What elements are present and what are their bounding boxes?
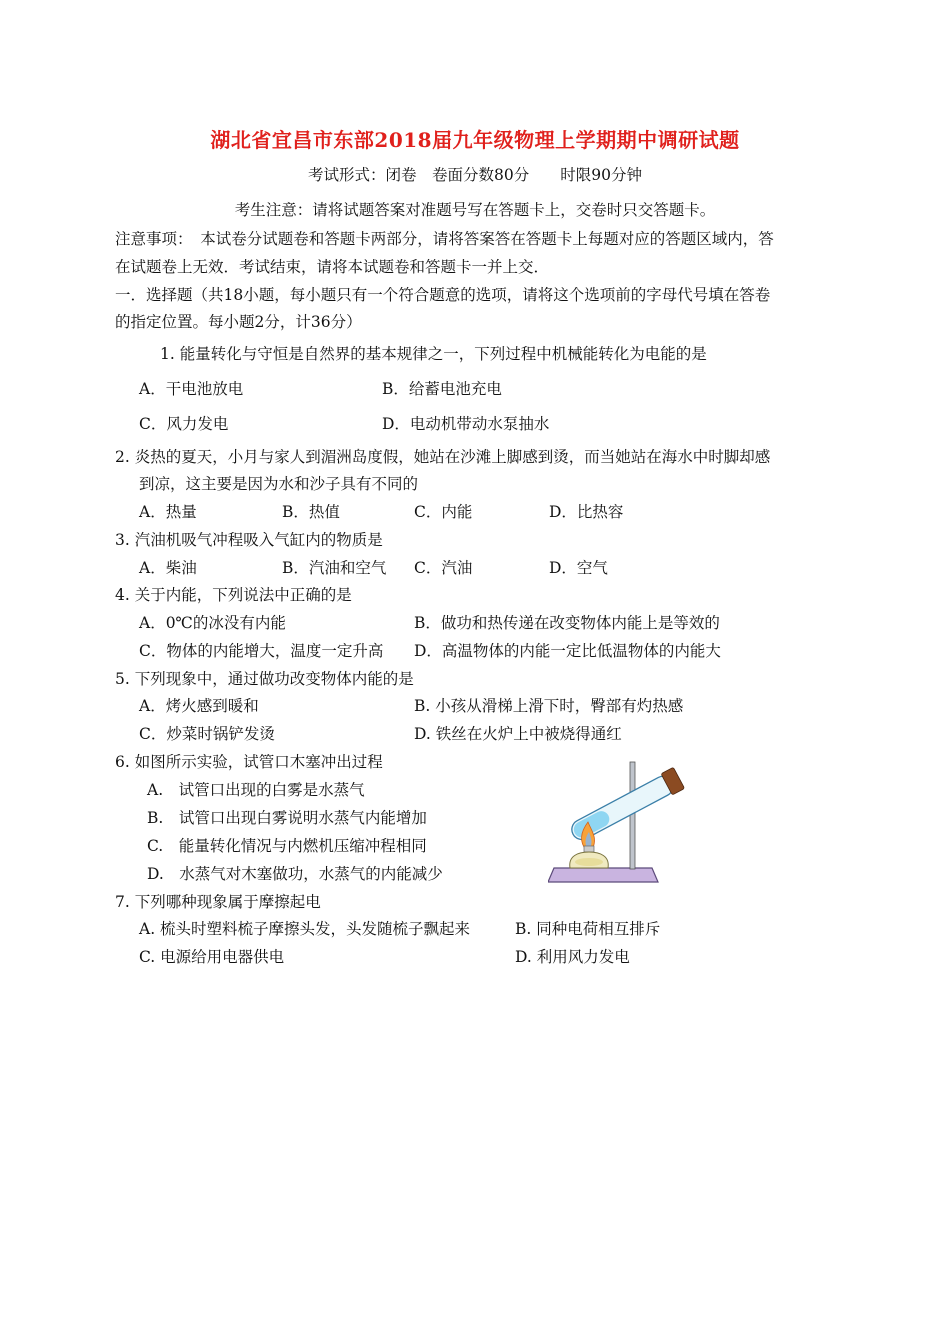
question-2-option-c: C．内能 [414, 503, 473, 521]
question-2-option-d: D．比热容 [549, 503, 624, 521]
question-7-option-d: D. 利用风力发电 [515, 948, 630, 966]
exam-info: 考试形式：闭卷 卷面分数80分 时限90分钟 [308, 166, 642, 184]
lamp-wick [584, 846, 594, 852]
question-3-option-d: D．空气 [549, 559, 608, 577]
question-3-option-b: B．汽油和空气 [282, 559, 387, 577]
question-4-option-c: C．物体的内能增大，温度一定升高 [139, 642, 384, 660]
question-5-option-a: A．烤火感到暖和 [139, 697, 259, 715]
question-4-stem: 4. 关于内能，下列说法中正确的是 [115, 586, 352, 604]
question-2-option-a: A．热量 [139, 503, 197, 521]
question-2-option-b: B．热值 [282, 503, 340, 521]
question-7-option-b: B. 同种电荷相互排斥 [515, 920, 661, 938]
question-1-option-b: B．给蓄电池充电 [382, 380, 502, 398]
question-5-option-b: B. 小孩从滑梯上滑下时，臀部有灼热感 [414, 697, 684, 715]
question-1-option-a: A．干电池放电 [139, 380, 244, 398]
question-5-stem: 5. 下列现象中，通过做功改变物体内能的是 [115, 670, 414, 688]
candidate-notice: 考生注意：请将试题答案对准题号写在答题卡上，交卷时只交答题卡。 [234, 201, 716, 219]
section-1-heading: 一．选择题（共18小题，每小题只有一个符合题意的选项，请将这个选项前的字母代号填在答卷 [115, 286, 771, 304]
question-1-option-d: D．电动机带动水泵抽水 [382, 415, 550, 433]
question-6-option-b: B. 试管口出现白雾说明水蒸气内能增加 [147, 809, 427, 827]
question-3-option-c: C．汽油 [414, 559, 473, 577]
notes-line-1: 注意事项： 本试卷分试题卷和答题卡两部分，请将答案答在答题卡上每题对应的答题区域内，答 [115, 230, 774, 248]
question-3-stem: 3. 汽油机吸气冲程吸入气缸内的物质是 [115, 531, 383, 549]
question-1-option-c: C．风力发电 [139, 415, 229, 433]
question-6-option-c: C. 能量转化情况与内燃机压缩冲程相同 [147, 837, 427, 855]
question-3-option-a: A．柴油 [139, 559, 197, 577]
section-1-heading-cont: 的指定位置。每小题2分，计36分） [115, 313, 362, 331]
notes-line-2: 在试题卷上无效．考试结束，请将本试题卷和答题卡一并上交． [115, 258, 550, 276]
question-6-option-d: D. 水蒸气对木塞做功，水蒸气的内能减少 [147, 865, 443, 883]
question-7-stem: 7. 下列哪种现象属于摩擦起电 [115, 893, 321, 911]
question-5-option-d: D. 铁丝在火炉上中被烧得通红 [414, 725, 622, 743]
question-2-stem-cont: 到凉，这主要是因为水和沙子具有不同的 [139, 475, 419, 493]
question-7-option-a: A. 梳头时塑料梳子摩擦头发，头发随梳子飘起来 [139, 920, 471, 938]
question-5-option-c: C．炒菜时锅铲发烫 [139, 725, 275, 743]
question-4-option-a: A．0℃的冰没有内能 [139, 614, 286, 632]
question-4-option-d: D．高温物体的内能一定比低温物体的内能大 [414, 642, 721, 660]
question-7-option-c: C. 电源给用电器供电 [139, 948, 285, 966]
stand-base [548, 868, 658, 882]
question-6-option-a: A. 试管口出现的白雾是水蒸气 [147, 781, 365, 799]
test-tube-apparatus-illustration [548, 758, 693, 886]
question-2-stem: 2. 炎热的夏天，小月与家人到湄洲岛度假，她站在沙滩上脚感到烫，而当她站在海水中时脚却感 [115, 448, 771, 466]
question-4-option-b: B．做功和热传递在改变物体内能上是等效的 [414, 614, 720, 632]
question-1-stem: 1. 能量转化与守恒是自然界的基本规律之一，下列过程中机械能转化为电能的是 [160, 345, 707, 363]
question-6-stem: 6. 如图所示实验，试管口木塞冲出过程 [115, 753, 383, 771]
document-title: 湖北省宜昌市东部2018届九年级物理上学期期中调研试题 [210, 128, 740, 152]
